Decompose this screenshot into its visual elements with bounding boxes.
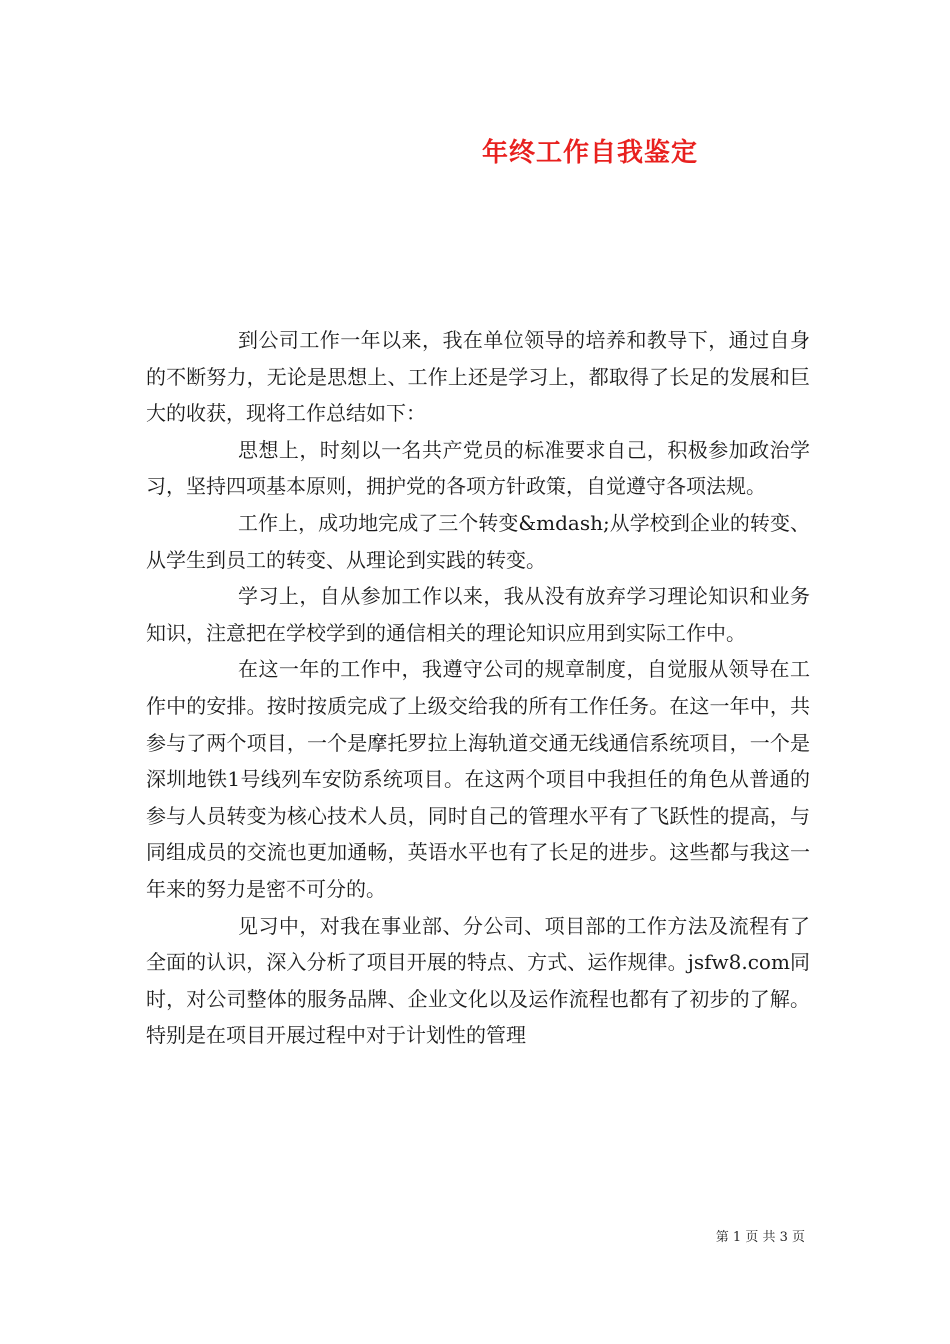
paragraph-intro: 到公司工作一年以来，我在单位领导的培养和教导下，通过自身的不断努力，无论是思想上、工作上还是学习上，都取得了长足的发展和巨大的收获，现将工作总结如下： <box>146 328 810 426</box>
paragraph-year-work: 在这一年的工作中，我遵守公司的规章制度，自觉服从领导在工作中的安排。按时按质完成了上级交给我的所有工作任务。在这一年中，共参与了两个项目，一个是摩托罗拉上海轨道交通无线通信系统项目，一个是深圳地铁1号线列车安防系统项目。在这两个项目中我担任的角色从普通的参与人员转变为核心技术人员，同时自己的管理水平有了飞跃性的提高，与同组成员的交流也更加通畅，英语水平也有了长足的进步。这些都与我这一年来的努力是密不可分的。 <box>146 657 810 901</box>
paragraph-internship: 见习中，对我在事业部、分公司、项目部的工作方法及流程有了全面的认识，深入分析了项目开展的特点、方式、运作规律。jsfw8.com同时，对公司整体的服务品牌、企业文化以及运作流程也都有了初步的了解。特别是在项目开展过程中对于计划性的管理 <box>146 913 810 1048</box>
document-title: 年终工作自我鉴定 <box>481 138 698 168</box>
page-footer: 第 1 页 共 3 页 <box>715 1230 805 1245</box>
document-body <box>146 322 810 1054</box>
paragraph-work: 工作上，成功地完成了三个转变&mdash;从学校到企业的转变、从学生到员工的转变、从理论到实践的转变。 <box>146 510 810 572</box>
paragraph-thought: 思想上，时刻以一名共产党员的标准要求自己，积极参加政治学习，坚持四项基本原则，拥护党的各项方针政策，自觉遵守各项法规。 <box>146 437 810 499</box>
paragraph-study: 学习上，自从参加工作以来，我从没有放弃学习理论知识和业务知识，注意把在学校学到的通信相关的理论知识应用到实际工作中。 <box>146 584 810 645</box>
